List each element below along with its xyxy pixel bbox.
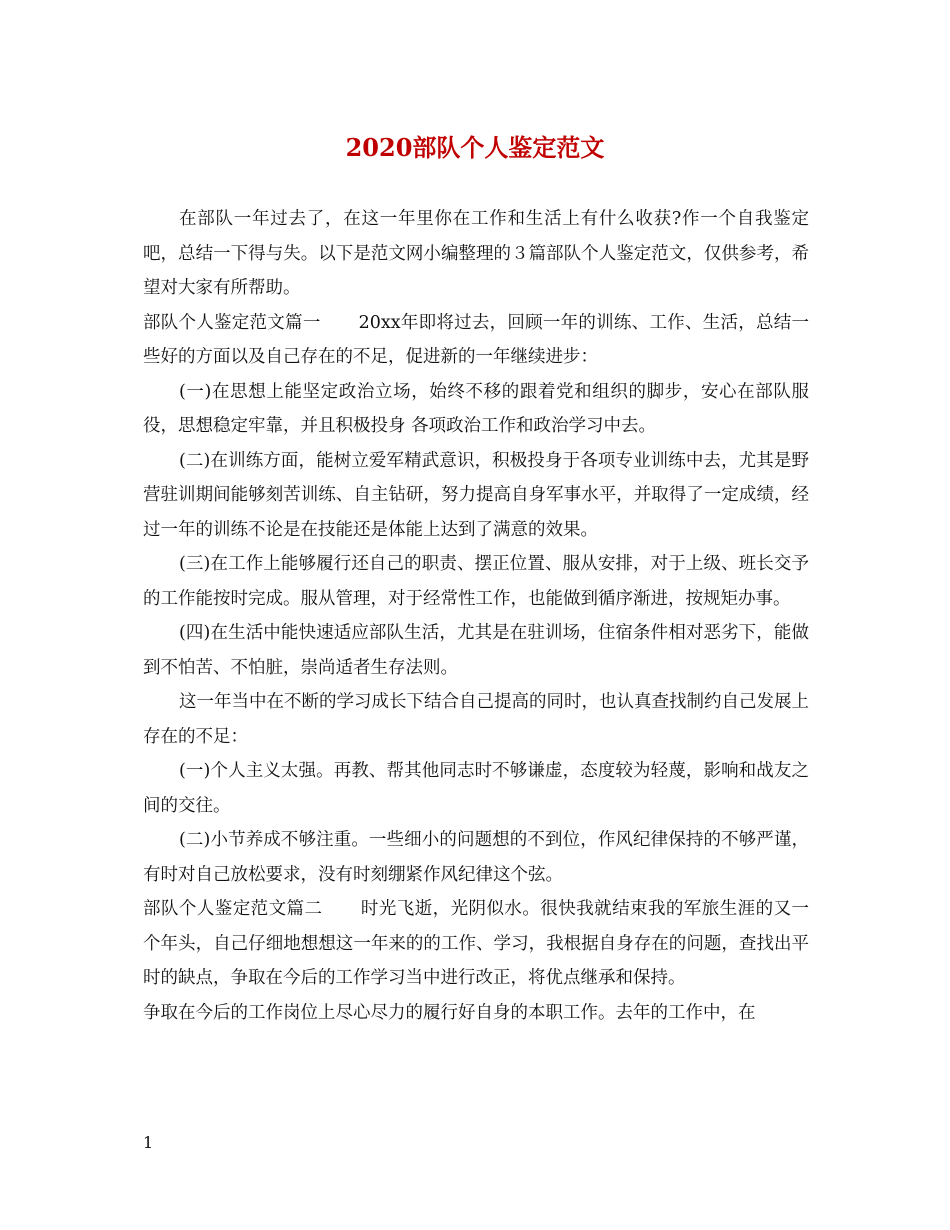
document-title: 2020部队个人鉴定范文: [345, 133, 605, 162]
point-thought-paragraph: (一)在思想上能坚定政治立场，始终不移的跟着党和组织的脚步，安心在部队服役，思想稳定牢靠，并且积极投身 各项政治工作和政治学习中去。: [143, 381, 809, 436]
point-life-paragraph: (四)在生活中能快速适应部队生活，尤其是在驻训场，住宿条件相对恶劣下，能做到不怕苦、不怕脏，崇尚适者生存法则。: [143, 623, 809, 678]
section-one-heading: 部队个人鉴定范文篇一: [143, 312, 321, 333]
shortcoming-one-paragraph: (一)个人主义太强。再教、帮其他同志时不够谦虚，态度较为轻蔑，影响和战友之间的交往。: [143, 761, 809, 816]
point-work-paragraph: (三)在工作上能够履行还自己的职责、摆正位置、服从安排，对于上级、班长交予的工作能按时完成。服从管理，对于经常性工作，也能做到循序渐进，按规矩办事。: [143, 554, 809, 609]
page-number: 1: [143, 1133, 154, 1152]
intro-paragraph: 在部队一年过去了，在这一年里你在工作和生活上有什么收获?作一个自我鉴定吧，总结一下得与失。以下是范文网小编整理的３篇部队个人鉴定范文，仅供参考，希望对大家有所帮助。: [143, 209, 809, 298]
point-training-paragraph: (二)在训练方面，能树立爱军精武意识，积极投身于各项专业训练中去，尤其是野营驻训期间能够刻苦训练、自主钻研，努力提高自身军事水平，并取得了一定成绩，经过一年的训练不论是在技能还是体能上达到了满意的效果。: [143, 450, 809, 540]
shortcoming-two-paragraph: (二)小节养成不够注重。一些细小的问题想的不到位，作风纪律保持的不够严谨，有时对自己放松要求，没有时刻绷紧作风纪律这个弦。: [143, 830, 809, 885]
section-two-text: 时光飞逝，光阴似水。很快我就结束我的军旅生涯的又一个年头，自己仔细地想想这一年来的的工作、学习，我根据自身存在的问题，查找出平时的缺点，争取在今后的工作学习当中进行改正，将优点继承和保持。: [143, 899, 810, 988]
section-one-paragraph: [143, 306, 809, 375]
document-body: [143, 202, 809, 1030]
section-one-text: 20xx年即将过去，回顾一年的训练、工作、生活，总结一些好的方面以及自己存在的不足，促进新的一年继续进步：: [143, 312, 809, 367]
section-two-paragraph: [143, 892, 809, 996]
continuation-paragraph: 争取在今后的工作岗位上尽心尽力的履行好自身的本职工作。去年的工作中，在: [143, 1002, 756, 1023]
shortcomings-intro-paragraph: 这一年当中在不断的学习成长下结合自己提高的同时，也认真查找制约自己发展上存在的不足：: [143, 692, 809, 747]
section-two-heading: 部队个人鉴定范文篇二: [143, 899, 323, 919]
